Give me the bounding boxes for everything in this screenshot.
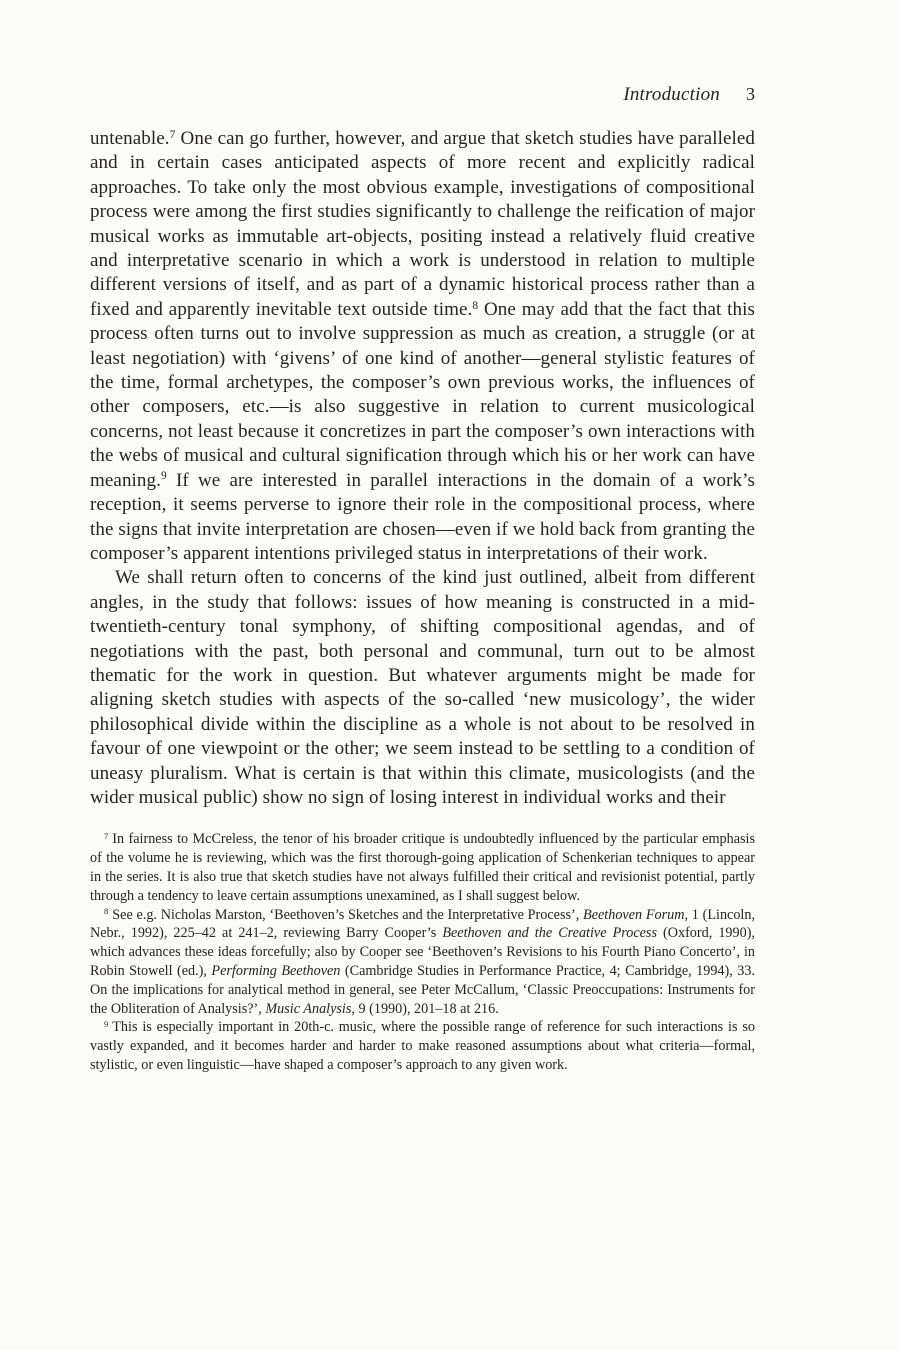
italic-title: Beethoven Forum (583, 906, 685, 923)
footnote-marker: 9 (160, 470, 167, 483)
italic-title: Performing Beethoven (211, 962, 341, 979)
footnotes (90, 830, 755, 1074)
footnote-marker: 7 (169, 128, 176, 141)
footnote-8: $^8$ See e.g. Nicholas Marston, ‘Beethoven’s Sketches and the Interpretative Process’, Beethoven Forum, 1 (Lincoln, Nebr., 1992), 225–42 at 241–2, reviewing Barry Cooper’s Beethoven and the Creative Process (Oxford, 1990), which advances these ideas forcefully; also by Cooper see ‘Beethoven’s Revisions to his Fourth Piano Concerto’, in Robin Stowell (ed.), Performing Beethoven (Cambridge Studies in Performance Practice, 4; Cambridge, 1994), 33. On the implications for analytical method in general, see Peter McCallum, ‘Classic Preoccupations: Instruments for the Obliteration of Analysis?’, Music Analysis, 9 (1990), 201–18 at 216. (90, 905, 756, 1017)
running-head-title: Introduction (623, 84, 720, 105)
footnote-marker: 7 (104, 830, 109, 841)
footnote-7: $^7$ In fairness to McCreless, the tenor of his broader critique is undoubtedly influenced by the particular emphasis of the volume he is reviewing, which was the first thorough-going application of Schenkerian techniques to appear in the series. It is also true that sketch studies have not always fulfilled their critical and revisionist potential, partly through a tendency to leave certain assumptions unexamined, as I shall suggest below. (90, 830, 755, 904)
body-paragraph-2: We shall return often to concerns of the kind just outlined, albeit from different angles, in the study that follows: issues of how meaning is constructed in a mid-twentieth-century tonal symphony, of shifting compositional agendas, and of negotiations with the past, both personal and communal, turn out to be almost thematic for the work in question. But whatever arguments might be made for aligning sketch studies with aspects of the so-called ‘new musicology’, the wider philosophical divide within the discipline as a whole is not about to be resolved in favour of one viewpoint or the other; we seem instead to be settling to a condition of uneasy pluralism. What is certain is that within this climate, musicologists (and the wider musical public) show no sign of losing interest in individual works and their (90, 567, 755, 808)
italic-title: Music Analysis (265, 1000, 352, 1017)
footnote-marker: 9 (104, 1018, 109, 1029)
body-paragraph-1: untenable.$^7$ One can go further, however, and argue that sketch studies have paralleled and in certain cases anticipated aspects of more recent and explicitly radical approaches. To take only the most obvious example, investigations of compositional process were among the first studies significantly to challenge the reification of major musical works as immutable art-objects, positing instead a relatively fluid creative and interpretative scenario in which a work is understood in relation to multiple different versions of itself, and as part of a dynamic historical process rather than a fixed and apparently inevitable text outside time.$^8$ One may add that the fact that this process often turns out to involve suppression as much as creation, a struggle (or at least negotiation) with ‘givens’ of one kind of another—general stylistic features of the time, formal archetypes, the composer’s own previous works, the influences of other composers, etc.—is also suggestive in relation to current musicological concerns, not least because it concretizes in part the composer’s own interactions with the webs of musical and cultural signification through which his or her work can have meaning.$^9$ If we are interested in parallel interactions in the domain of a work’s reception, it seems perverse to ignore their role in the compositional process, where the signs that invite interpretation are chosen—even if we hold back from granting the composer’s apparent intentions privileged status in interpretations of their work. (90, 128, 755, 564)
running-head (90, 82, 755, 107)
footnote-marker: 8 (104, 905, 109, 916)
page-number: 3 (746, 84, 755, 104)
body-text (90, 127, 755, 810)
italic-title: Beethoven and the Creative Process (442, 925, 657, 942)
footnote-marker: 8 (472, 299, 479, 312)
footnote-9: $^9$ This is especially important in 20th-c. music, where the possible range of reference for such interactions is so vastly expanded, and it becomes harder and harder to make reasoned assumptions about what criteria—formal, stylistic, or even linguistic—have shaped a composer’s approach to any given work. (90, 1018, 755, 1073)
